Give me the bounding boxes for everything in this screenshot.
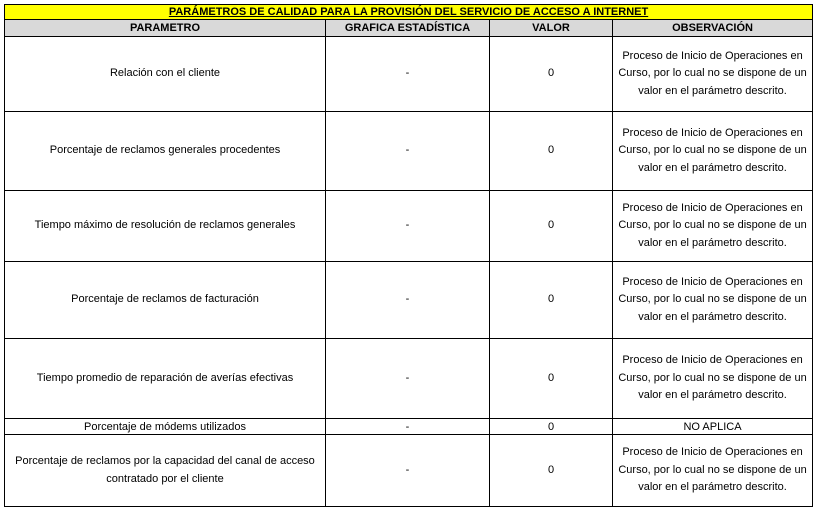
header-parametro: PARAMETRO [5, 20, 326, 37]
cell-parametro: Tiempo promedio de reparación de averías efectivas [5, 339, 326, 419]
cell-parametro: Relación con el cliente [5, 37, 326, 112]
cell-parametro: Tiempo máximo de resolución de reclamos generales [5, 191, 326, 262]
table-row [5, 191, 813, 262]
cell-observacion: NO APLICA [613, 419, 813, 435]
cell-observacion: Proceso de Inicio de Operaciones en Curso, por lo cual no se dispone de un valor en el parámetro descrito. [613, 112, 813, 191]
header-observacion: OBSERVACIÓN [613, 20, 813, 37]
table-row [5, 37, 813, 112]
cell-valor: 0 [490, 262, 613, 339]
cell-observacion: Proceso de Inicio de Operaciones en Curso, por lo cual no se dispone de un valor en el parámetro descrito. [613, 191, 813, 262]
cell-observacion: Proceso de Inicio de Operaciones en Curso, por lo cual no se dispone de un valor en el parámetro descrito. [613, 435, 813, 507]
cell-grafica: - [326, 191, 490, 262]
cell-grafica: - [326, 435, 490, 507]
cell-grafica: - [326, 112, 490, 191]
cell-grafica: - [326, 419, 490, 435]
cell-valor: 0 [490, 339, 613, 419]
cell-parametro: Porcentaje de reclamos por la capacidad del canal de acceso contratado por el cliente [5, 435, 326, 507]
header-valor: VALOR [490, 20, 613, 37]
cell-valor: 0 [490, 435, 613, 507]
table-row [5, 339, 813, 419]
cell-valor: 0 [490, 112, 613, 191]
cell-parametro: Porcentaje de reclamos de facturación [5, 262, 326, 339]
cell-observacion: Proceso de Inicio de Operaciones en Curso, por lo cual no se dispone de un valor en el parámetro descrito. [613, 339, 813, 419]
table-row [5, 262, 813, 339]
cell-parametro: Porcentaje de reclamos generales procedentes [5, 112, 326, 191]
table-title-row [5, 5, 813, 20]
cell-observacion: Proceso de Inicio de Operaciones en Curso, por lo cual no se dispone de un valor en el parámetro descrito. [613, 37, 813, 112]
table-row [5, 112, 813, 191]
table-header-row [5, 20, 813, 37]
cell-observacion: Proceso de Inicio de Operaciones en Curso, por lo cual no se dispone de un valor en el parámetro descrito. [613, 262, 813, 339]
header-grafica-estadistica: GRAFICA ESTADÍSTICA [326, 20, 490, 37]
cell-parametro: Porcentaje de módems utilizados [5, 419, 326, 435]
table-title: PARÁMETROS DE CALIDAD PARA LA PROVISIÓN DEL SERVICIO DE ACCESO A INTERNET [5, 5, 813, 20]
cell-grafica: - [326, 339, 490, 419]
cell-grafica: - [326, 262, 490, 339]
quality-parameters-table [4, 4, 813, 507]
cell-valor: 0 [490, 191, 613, 262]
table-row [5, 435, 813, 507]
table-row [5, 419, 813, 435]
cell-grafica: - [326, 37, 490, 112]
cell-valor: 0 [490, 419, 613, 435]
cell-valor: 0 [490, 37, 613, 112]
